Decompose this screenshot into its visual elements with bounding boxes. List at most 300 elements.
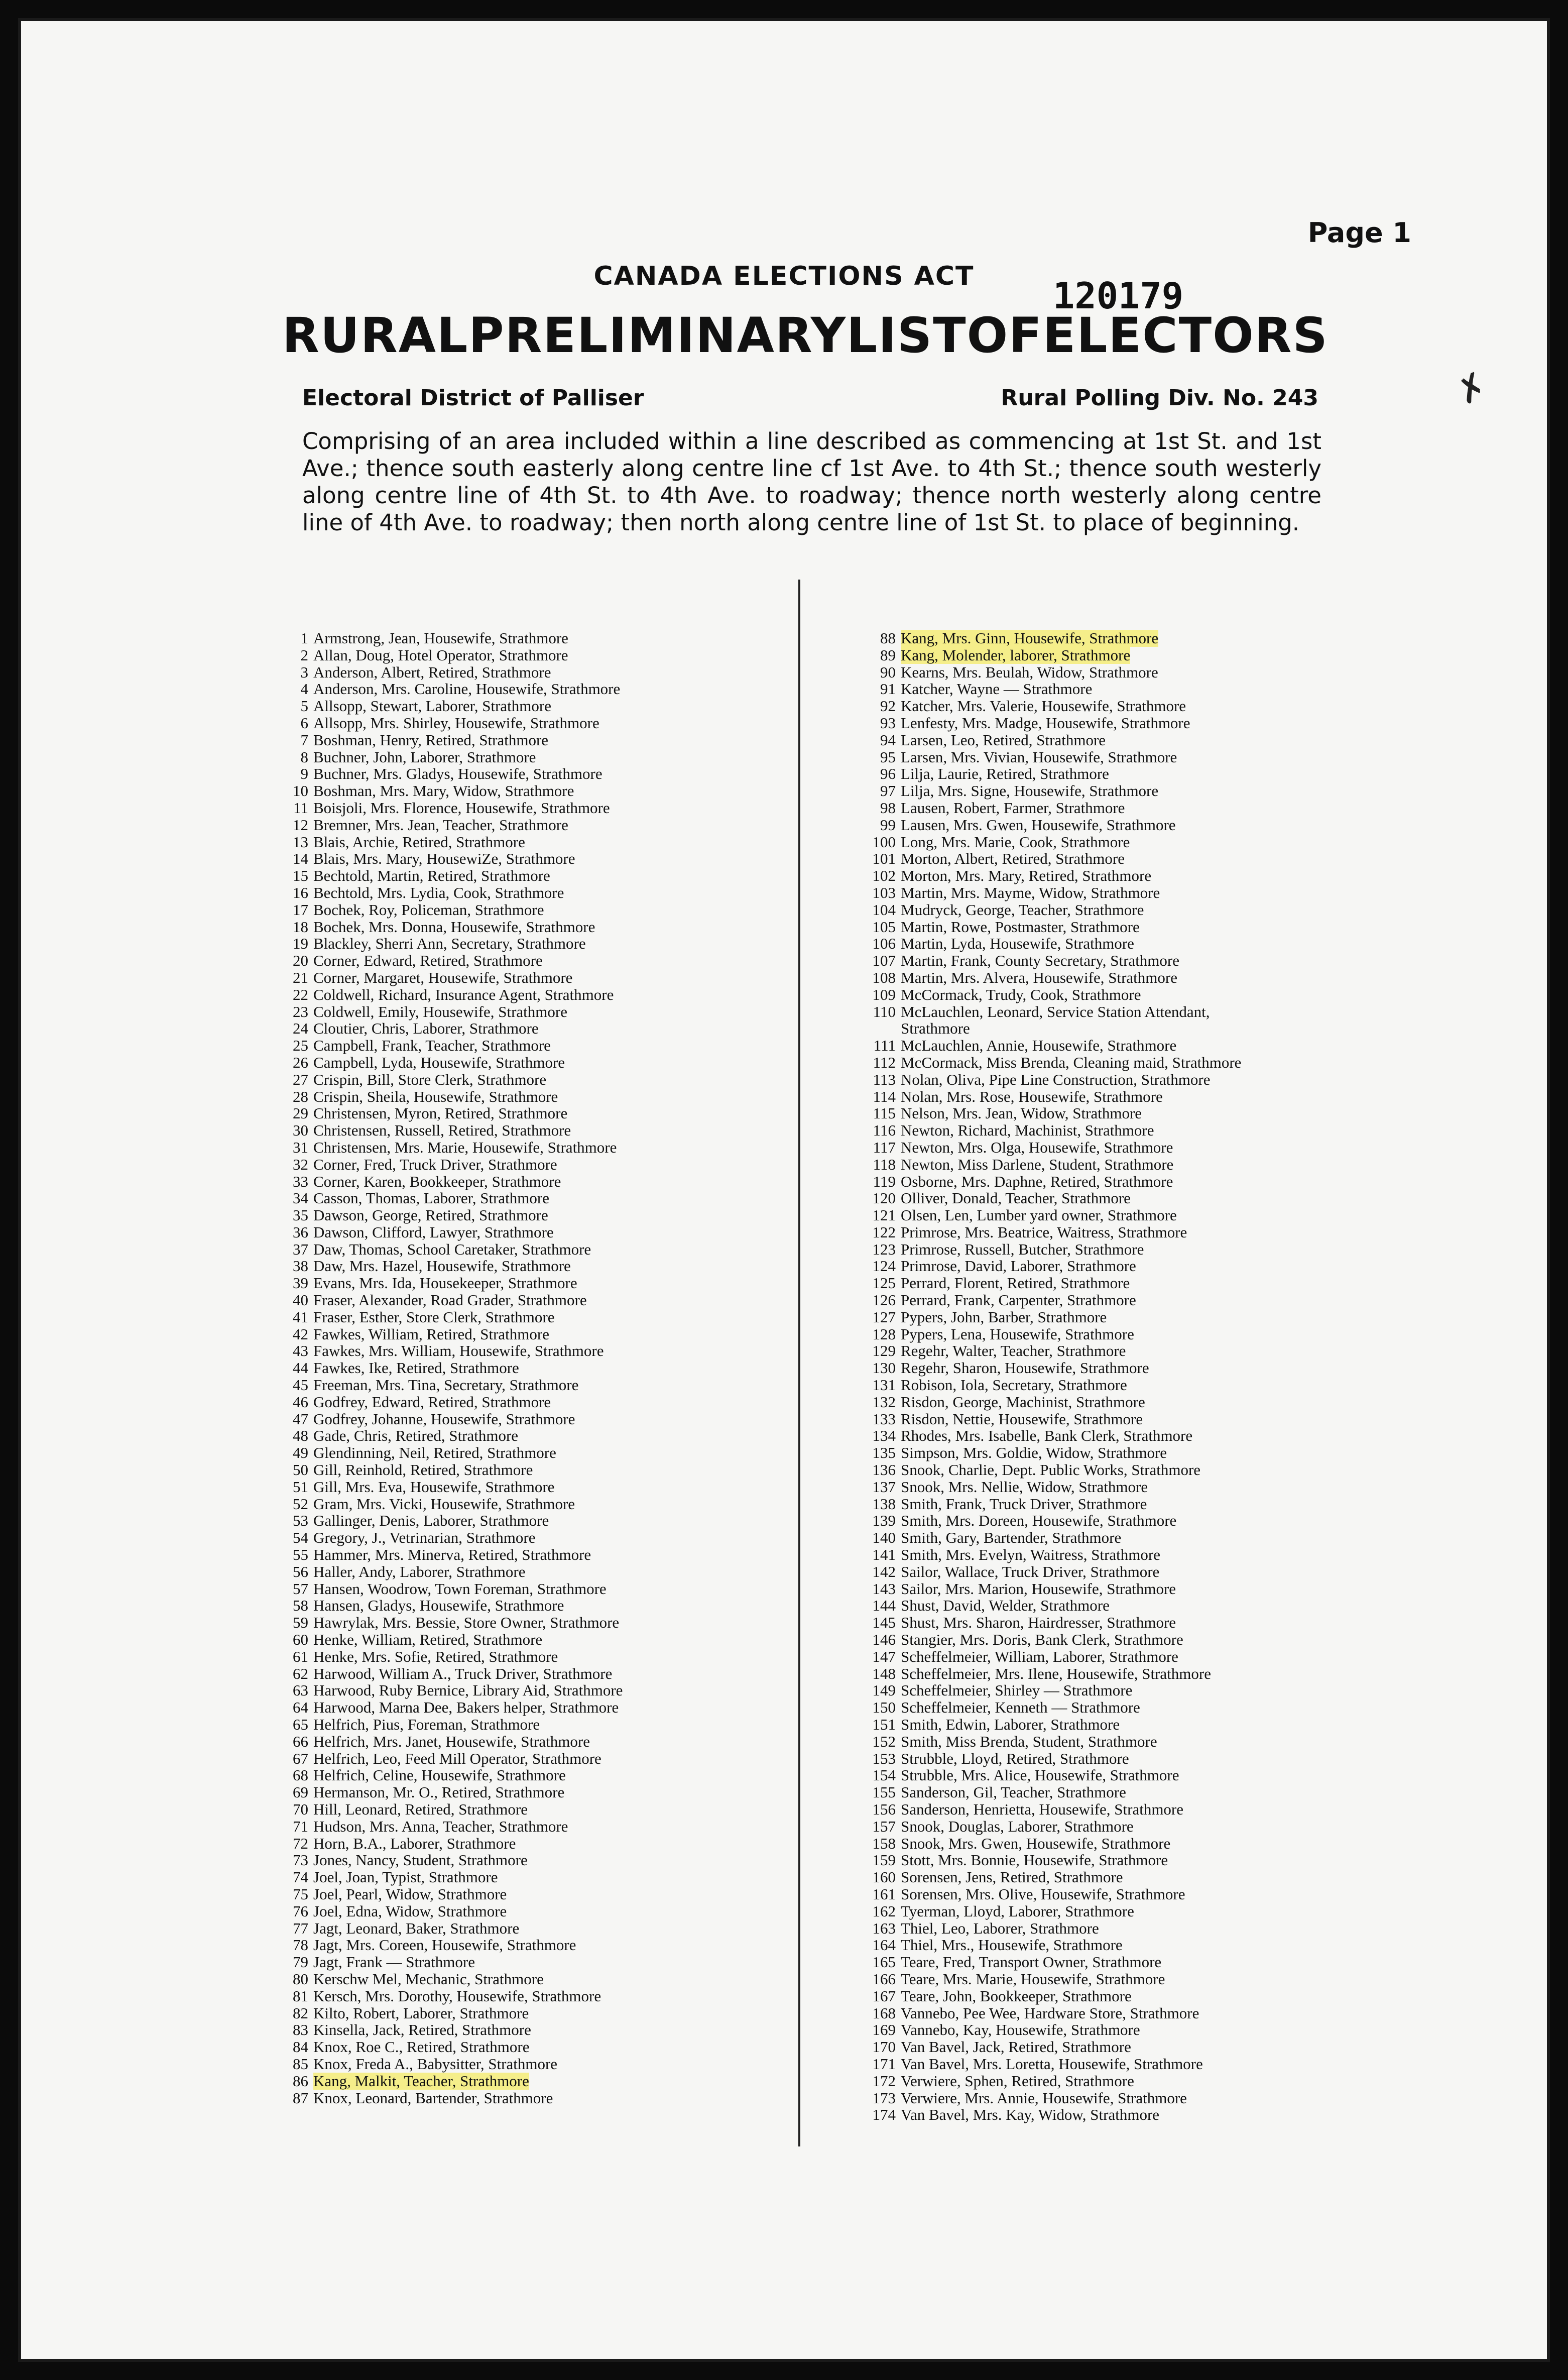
elector-details: Christensen, Russell, Retired, Strathmore — [313, 1121, 571, 1140]
elector-entry — [251, 2038, 623, 2056]
elector-entry — [838, 952, 1241, 969]
elector-number: 120 — [872, 1189, 896, 1207]
elector-entry — [251, 1835, 623, 1852]
elector-entry — [838, 1020, 1241, 1037]
elector-entry — [838, 647, 1241, 664]
elector-entry — [838, 884, 1241, 901]
elector-entry — [251, 834, 623, 851]
elector-entry — [251, 1496, 623, 1513]
elector-number: 26 — [293, 1053, 308, 1071]
elector-entry — [251, 1631, 623, 1648]
elector-entry — [838, 1716, 1241, 1733]
elector-entry — [838, 1139, 1241, 1156]
elector-entry — [251, 1597, 623, 1614]
elector-details: Hudson, Mrs. Anna, Teacher, Strathmore — [313, 1817, 568, 1835]
elector-number: 34 — [293, 1189, 308, 1207]
elector-details: Thiel, Leo, Laborer, Strathmore — [901, 1919, 1099, 1937]
elector-number: 159 — [872, 1851, 896, 1869]
elector-entry — [251, 647, 623, 664]
elector-number: 135 — [872, 1444, 896, 1462]
elector-entry — [251, 1156, 623, 1173]
elector-number: 94 — [880, 731, 896, 749]
elector-details: Martin, Rowe, Postmaster, Strathmore — [901, 918, 1140, 936]
elector-number: 141 — [872, 1546, 896, 1564]
elector-details: Sailor, Wallace, Truck Driver, Strathmore — [901, 1562, 1160, 1580]
elector-details: Snook, Mrs. Gwen, Housewife, Strathmore — [901, 1834, 1171, 1852]
serial-number: 120179 — [1053, 275, 1184, 317]
elector-entry — [838, 935, 1241, 952]
elector-entry — [838, 919, 1241, 936]
elector-entry — [838, 2005, 1241, 2022]
elector-entry — [838, 1597, 1241, 1614]
elector-entry — [838, 1563, 1241, 1580]
elector-number: 42 — [293, 1325, 308, 1343]
elector-number: 91 — [880, 680, 896, 698]
elector-entry — [838, 1156, 1241, 1173]
elector-entry — [838, 1207, 1241, 1224]
elector-entry — [838, 1665, 1241, 1682]
elector-number: 118 — [873, 1155, 896, 1173]
elector-entry — [251, 1648, 623, 1665]
elector-number: 29 — [293, 1104, 308, 1122]
elector-entry — [838, 1292, 1241, 1309]
elector-number: 156 — [872, 1800, 896, 1818]
elector-details: Tyerman, Lloyd, Laborer, Strathmore — [901, 1902, 1134, 1920]
elector-entry — [251, 1614, 623, 1631]
elector-details: Morton, Albert, Retired, Strathmore — [901, 850, 1125, 868]
elector-details: Risdon, Nettie, Housewife, Strathmore — [901, 1410, 1143, 1428]
elector-number: 167 — [872, 1987, 896, 2005]
elector-details: Kang, Mrs. Ginn, Housewife, Strathmore — [901, 629, 1159, 647]
elector-number: 21 — [293, 968, 308, 986]
elector-number: 147 — [872, 1647, 896, 1665]
elector-details: Snook, Charlie, Dept. Public Works, Strathmore — [901, 1461, 1201, 1479]
elector-details: Fraser, Alexander, Road Grader, Strathmore — [313, 1291, 587, 1309]
elector-number: 112 — [873, 1053, 896, 1071]
elector-entry — [838, 1105, 1241, 1122]
elector-number: 25 — [293, 1037, 308, 1055]
elector-number: 99 — [880, 816, 896, 834]
elector-details: Crispin, Sheila, Housewife, Strathmore — [313, 1087, 558, 1105]
elector-number: 145 — [872, 1614, 896, 1632]
elector-number: 18 — [293, 918, 308, 936]
elector-number: 95 — [880, 748, 896, 766]
elector-entry — [838, 1767, 1241, 1784]
elector-number: 105 — [872, 918, 896, 936]
elector-number: 22 — [293, 985, 308, 1003]
elector-details: Daw, Thomas, School Caretaker, Strathmore — [313, 1240, 591, 1258]
elector-number: 160 — [872, 1868, 896, 1886]
elector-entry — [838, 1512, 1241, 1529]
elector-entry — [251, 952, 623, 969]
elector-entry — [251, 1258, 623, 1275]
elector-number: 80 — [293, 1970, 308, 1988]
elector-entry — [251, 817, 623, 834]
elector-details: Lilja, Mrs. Signe, Housewife, Strathmore — [901, 782, 1159, 800]
elector-number: 9 — [300, 765, 308, 783]
elector-number: 62 — [293, 1664, 308, 1682]
elector-details: Kilto, Robert, Laborer, Strathmore — [313, 2004, 529, 2022]
elector-number: 8 — [300, 748, 308, 766]
elector-number: 7 — [300, 731, 308, 749]
elector-details: Mudryck, George, Teacher, Strathmore — [901, 900, 1144, 919]
elector-number: 63 — [293, 1681, 308, 1699]
elector-details: Gill, Mrs. Eva, Housewife, Strathmore — [313, 1478, 555, 1496]
elector-details: Coldwell, Richard, Insurance Agent, Strathmore — [313, 985, 614, 1003]
elector-details: Kinsella, Jack, Retired, Strathmore — [313, 2021, 531, 2039]
title-word: PRELIMINARY — [468, 307, 847, 364]
elector-entry — [251, 765, 623, 782]
area-description: Comprising of an area included within a line described as commencing at 1st St. and 1st Ave.; thence south easterly along centre line cf 1st Ave. to 4th St.; thence south westerly along centre line of 4th St. to 4th Ave. to roadway; thence north westerly along centre line of 4th Ave. to roadway; then north along centre line of 1st St. to place of beginning. — [302, 428, 1321, 536]
elector-entry — [838, 1818, 1241, 1835]
elector-number: 140 — [872, 1529, 896, 1547]
elector-details: Corner, Edward, Retired, Strathmore — [313, 952, 543, 970]
elector-entry — [838, 1496, 1241, 1513]
elector-number: 128 — [872, 1325, 896, 1343]
elector-details: Pypers, Lena, Housewife, Strathmore — [901, 1325, 1134, 1343]
elector-number: 83 — [293, 2021, 308, 2039]
elector-entry — [251, 1003, 623, 1021]
elector-number: 66 — [293, 1732, 308, 1750]
elector-number: 129 — [872, 1342, 896, 1360]
elector-number: 58 — [293, 1597, 308, 1615]
elector-entry — [251, 1037, 623, 1054]
elector-entry — [251, 1207, 623, 1224]
elector-details: Scheffelmeier, Kenneth — Strathmore — [901, 1698, 1140, 1717]
elector-number: 102 — [872, 867, 896, 885]
elector-entry — [838, 1852, 1241, 1869]
elector-details: Hermanson, Mr. O., Retired, Strathmore — [313, 1783, 565, 1801]
elector-number: 64 — [293, 1698, 308, 1717]
elector-details: Strubble, Mrs. Alice, Housewife, Strathmore — [901, 1766, 1179, 1784]
elector-number: 77 — [293, 1919, 308, 1937]
elector-details: Bochek, Roy, Policeman, Strathmore — [313, 900, 544, 919]
elector-number: 71 — [293, 1817, 308, 1835]
elector-details: Martin, Lyda, Housewife, Strathmore — [901, 935, 1134, 953]
elector-entry — [251, 1852, 623, 1869]
elector-details: Smith, Mrs. Doreen, Housewife, Strathmore — [901, 1512, 1177, 1530]
elector-details: Teare, John, Bookkeeper, Strathmore — [901, 1987, 1132, 2005]
elector-entry — [251, 1394, 623, 1411]
elector-number: 81 — [293, 1987, 308, 2005]
elector-number: 46 — [293, 1393, 308, 1411]
elector-entry — [838, 2106, 1241, 2123]
elector-number: 127 — [872, 1308, 896, 1326]
elector-number: 14 — [293, 850, 308, 868]
elector-details: Dawson, George, Retired, Strathmore — [313, 1206, 548, 1224]
elector-entry — [251, 1122, 623, 1139]
elector-number: 28 — [293, 1087, 308, 1105]
elector-number — [838, 1020, 901, 1037]
elector-number: 96 — [880, 765, 896, 783]
elector-details: Coldwell, Emily, Housewife, Strathmore — [313, 1002, 567, 1021]
elector-number: 111 — [873, 1037, 896, 1055]
elector-number: 108 — [872, 968, 896, 986]
elector-number: 146 — [872, 1631, 896, 1649]
elector-details: Van Bavel, Mrs. Loretta, Housewife, Strathmore — [901, 2055, 1203, 2073]
elector-number: 157 — [872, 1817, 896, 1835]
elector-entry — [838, 749, 1241, 766]
elector-details: Kang, Molender, laborer, Strathmore — [901, 646, 1131, 664]
elector-number: 74 — [293, 1868, 308, 1886]
elector-details: Stott, Mrs. Bonnie, Housewife, Strathmore — [901, 1851, 1168, 1869]
elector-number: 103 — [872, 883, 896, 901]
elector-entry — [838, 1003, 1241, 1021]
elector-details: Armstrong, Jean, Housewife, Strathmore — [313, 629, 568, 647]
elector-entry — [838, 800, 1241, 817]
elector-details: Shust, Mrs. Sharon, Hairdresser, Strathmore — [901, 1614, 1176, 1632]
elector-details: Shust, David, Welder, Strathmore — [901, 1597, 1110, 1615]
elector-number: 2 — [300, 646, 308, 664]
elector-entry — [251, 1190, 623, 1207]
elector-entry — [838, 698, 1241, 715]
elector-details: Bremner, Mrs. Jean, Teacher, Strathmore — [313, 816, 568, 834]
elector-details: Blackley, Sherri Ann, Secretary, Strathmore — [313, 935, 586, 953]
elector-number: 152 — [872, 1732, 896, 1750]
elector-entry — [251, 1529, 623, 1546]
elector-number: 16 — [293, 883, 308, 901]
elector-entry — [838, 681, 1241, 698]
elector-details: Dawson, Clifford, Lawyer, Strathmore — [313, 1223, 554, 1241]
elector-entry — [838, 1411, 1241, 1428]
elector-details: Harwood, Ruby Bernice, Library Aid, Strathmore — [313, 1681, 623, 1699]
elector-number: 47 — [293, 1410, 308, 1428]
elector-number: 117 — [873, 1138, 896, 1156]
elector-number: 109 — [872, 985, 896, 1003]
elector-details: Strubble, Lloyd, Retired, Strathmore — [901, 1749, 1129, 1767]
elector-entry — [251, 1377, 623, 1394]
elector-details: Nolan, Oliva, Pipe Line Construction, Strathmore — [901, 1070, 1211, 1088]
elector-details: Olliver, Donald, Teacher, Strathmore — [901, 1189, 1131, 1207]
elector-number: 79 — [293, 1953, 308, 1971]
elector-entry — [251, 1784, 623, 1801]
elector-number: 41 — [293, 1308, 308, 1326]
elector-number: 114 — [873, 1087, 896, 1105]
elector-details: Regehr, Walter, Teacher, Strathmore — [901, 1342, 1126, 1360]
elector-number: 52 — [293, 1495, 308, 1513]
elector-details: Jones, Nancy, Student, Strathmore — [313, 1851, 528, 1869]
elector-details: Joel, Joan, Typist, Strathmore — [313, 1868, 498, 1886]
elector-entry — [838, 1088, 1241, 1105]
elector-details: Smith, Miss Brenda, Student, Strathmore — [901, 1732, 1157, 1750]
elector-details: Godfrey, Johanne, Housewife, Strathmore — [313, 1410, 575, 1428]
elector-entry — [838, 1326, 1241, 1343]
elector-number: 131 — [872, 1376, 896, 1394]
elector-number: 113 — [873, 1070, 896, 1088]
elector-number: 149 — [872, 1681, 896, 1699]
elector-number: 171 — [872, 2055, 896, 2073]
elector-details: Henke, William, Retired, Strathmore — [313, 1631, 543, 1649]
elector-number: 5 — [300, 697, 308, 715]
elector-entry — [251, 1461, 623, 1479]
elector-entry — [251, 1716, 623, 1733]
page-number: Page 1 — [1307, 217, 1411, 249]
elector-details: Perrard, Frank, Carpenter, Strathmore — [901, 1291, 1136, 1309]
elector-entry — [251, 969, 623, 986]
elector-entry — [838, 1920, 1241, 1937]
elector-number: 17 — [293, 900, 308, 919]
elector-details: Van Bavel, Mrs. Kay, Widow, Strathmore — [901, 2106, 1160, 2124]
elector-number: 115 — [873, 1104, 896, 1122]
elector-entry — [838, 1971, 1241, 1988]
elector-entry — [251, 1886, 623, 1903]
elector-details: Katcher, Mrs. Valerie, Housewife, Strathmore — [901, 697, 1186, 715]
elector-details: Smith, Edwin, Laborer, Strathmore — [901, 1716, 1120, 1733]
elector-entry — [251, 935, 623, 952]
elector-number: 59 — [293, 1614, 308, 1632]
elector-details: Boisjoli, Mrs. Florence, Housewife, Strathmore — [313, 799, 610, 817]
elector-details: Smith, Frank, Truck Driver, Strathmore — [901, 1495, 1147, 1513]
elector-details: McCormack, Trudy, Cook, Strathmore — [901, 985, 1141, 1003]
electors-list-right — [838, 630, 1241, 2123]
elector-entry — [251, 2005, 623, 2022]
elector-entry — [251, 1292, 623, 1309]
elector-details: Harwood, Marna Dee, Bakers helper, Strathmore — [313, 1698, 619, 1717]
elector-entry — [251, 1954, 623, 1971]
elector-details: Anderson, Albert, Retired, Strathmore — [313, 663, 551, 681]
elector-number: 20 — [293, 952, 308, 970]
elector-details: Freeman, Mrs. Tina, Secretary, Strathmore — [313, 1376, 579, 1394]
elector-details: Hammer, Mrs. Minerva, Retired, Strathmore — [313, 1546, 591, 1564]
elector-details: Vannebo, Pee Wee, Hardware Store, Strathmore — [901, 2004, 1199, 2022]
elector-number: 85 — [293, 2055, 308, 2073]
title-word: LIST — [847, 307, 967, 364]
elector-number: 87 — [293, 2089, 308, 2107]
elector-entry — [251, 782, 623, 800]
elector-details: Primrose, Russell, Butcher, Strathmore — [901, 1240, 1144, 1258]
elector-number: 32 — [293, 1155, 308, 1173]
elector-entry — [838, 1546, 1241, 1563]
elector-entry — [251, 1512, 623, 1529]
elector-details: Scheffelmeier, William, Laborer, Strathmore — [901, 1647, 1178, 1665]
elector-details: Strathmore — [901, 1019, 970, 1038]
elector-number: 97 — [880, 782, 896, 800]
elector-entry — [838, 1342, 1241, 1359]
elector-number: 136 — [872, 1461, 896, 1479]
elector-entry — [251, 1309, 623, 1326]
elector-details: Gill, Reinhold, Retired, Strathmore — [313, 1461, 533, 1479]
elector-number: 4 — [300, 680, 308, 698]
elector-number: 53 — [293, 1512, 308, 1530]
elector-number: 151 — [872, 1716, 896, 1733]
elector-details: McLauchlen, Annie, Housewife, Strathmore — [901, 1037, 1177, 1055]
elector-details: Knox, Leonard, Bartender, Strathmore — [313, 2089, 553, 2107]
elector-entry — [251, 1546, 623, 1563]
elector-entry — [838, 2056, 1241, 2073]
elector-details: Daw, Mrs. Hazel, Housewife, Strathmore — [313, 1257, 571, 1275]
elector-number: 40 — [293, 1291, 308, 1309]
elector-details: Evans, Mrs. Ida, Housekeeper, Strathmore — [313, 1274, 577, 1292]
document-page — [18, 18, 1550, 2362]
elector-entry — [251, 800, 623, 817]
elector-number: 110 — [873, 1002, 896, 1021]
elector-details: Boshman, Henry, Retired, Strathmore — [313, 731, 549, 749]
elector-number: 38 — [293, 1257, 308, 1275]
elector-number: 12 — [293, 816, 308, 834]
elector-details: Sailor, Mrs. Marion, Housewife, Strathmore — [901, 1579, 1176, 1598]
elector-details: Teare, Mrs. Marie, Housewife, Strathmore — [901, 1970, 1165, 1988]
elector-entry — [251, 664, 623, 681]
elector-entry — [251, 1665, 623, 1682]
elector-details: Martin, Mrs. Mayme, Widow, Strathmore — [901, 883, 1160, 901]
elector-details: Osborne, Mrs. Daphne, Retired, Strathmore — [901, 1172, 1173, 1190]
elector-entry — [838, 1580, 1241, 1598]
elector-number: 124 — [872, 1257, 896, 1275]
elector-entry — [251, 1411, 623, 1428]
elector-details: Thiel, Mrs., Housewife, Strathmore — [901, 1936, 1123, 1954]
elector-details: Lilja, Laurie, Retired, Strathmore — [901, 765, 1109, 783]
elector-number: 60 — [293, 1631, 308, 1649]
elector-details: Olsen, Len, Lumber yard owner, Strathmore — [901, 1206, 1177, 1224]
elector-entry — [251, 1801, 623, 1818]
elector-details: Blais, Archie, Retired, Strathmore — [313, 833, 525, 851]
elector-details: Long, Mrs. Marie, Cook, Strathmore — [901, 833, 1130, 851]
elector-entry — [251, 1767, 623, 1784]
elector-number: 138 — [872, 1495, 896, 1513]
elector-entry — [838, 1801, 1241, 1818]
elector-entry — [838, 1309, 1241, 1326]
elector-details: Sorensen, Jens, Retired, Strathmore — [901, 1868, 1123, 1886]
elector-details: Lenfesty, Mrs. Madge, Housewife, Strathmore — [901, 714, 1190, 732]
elector-number: 36 — [293, 1223, 308, 1241]
elector-number: 23 — [293, 1002, 308, 1021]
elector-entry — [838, 1427, 1241, 1444]
elector-entry — [251, 867, 623, 884]
elector-entry — [251, 1139, 623, 1156]
elector-entry — [838, 1648, 1241, 1665]
elector-details: Gade, Chris, Retired, Strathmore — [313, 1427, 519, 1445]
elector-details: Casson, Thomas, Laborer, Strathmore — [313, 1189, 549, 1207]
elector-details: Horn, B.A., Laborer, Strathmore — [313, 1834, 516, 1852]
act-heading: CANADA ELECTIONS ACT — [593, 261, 975, 291]
elector-number: 55 — [293, 1546, 308, 1564]
elector-number: 158 — [872, 1834, 896, 1852]
elector-number: 67 — [293, 1749, 308, 1767]
elector-details: Perrard, Florent, Retired, Strathmore — [901, 1274, 1130, 1292]
elector-entry — [838, 664, 1241, 681]
elector-entry — [251, 901, 623, 919]
elector-entry — [838, 1682, 1241, 1699]
elector-details: Sorensen, Mrs. Olive, Housewife, Strathmore — [901, 1885, 1185, 1903]
elector-details: Corner, Fred, Truck Driver, Strathmore — [313, 1155, 557, 1173]
elector-entry — [838, 1886, 1241, 1903]
elector-entry — [838, 1937, 1241, 1954]
elector-number: 170 — [872, 2038, 896, 2056]
elector-number: 24 — [293, 1019, 308, 1038]
elector-details: Fawkes, Ike, Retired, Strathmore — [313, 1359, 519, 1377]
elector-entry — [838, 850, 1241, 867]
elector-entry — [838, 1954, 1241, 1971]
elector-entry — [251, 1105, 623, 1122]
title-word: RURAL — [282, 307, 469, 364]
elector-entry — [838, 986, 1241, 1003]
elector-entry — [251, 1088, 623, 1105]
elector-details: Teare, Fred, Transport Owner, Strathmore — [901, 1953, 1162, 1971]
elector-number: 123 — [872, 1240, 896, 1258]
elector-details: Helfrich, Pius, Foreman, Strathmore — [313, 1716, 540, 1733]
elector-details: Jagt, Leonard, Baker, Strathmore — [313, 1919, 520, 1937]
elector-entry — [251, 1750, 623, 1767]
elector-details: Lausen, Robert, Farmer, Strathmore — [901, 799, 1125, 817]
elector-details: Gregory, J., Vetrinarian, Strathmore — [313, 1529, 536, 1547]
elector-details: Fawkes, William, Retired, Strathmore — [313, 1325, 549, 1343]
elector-entry — [251, 1971, 623, 1988]
elector-number: 164 — [872, 1936, 896, 1954]
elector-number: 65 — [293, 1716, 308, 1733]
elector-number: 76 — [293, 1902, 308, 1920]
elector-number: 126 — [872, 1291, 896, 1309]
elector-entry — [251, 1071, 623, 1088]
